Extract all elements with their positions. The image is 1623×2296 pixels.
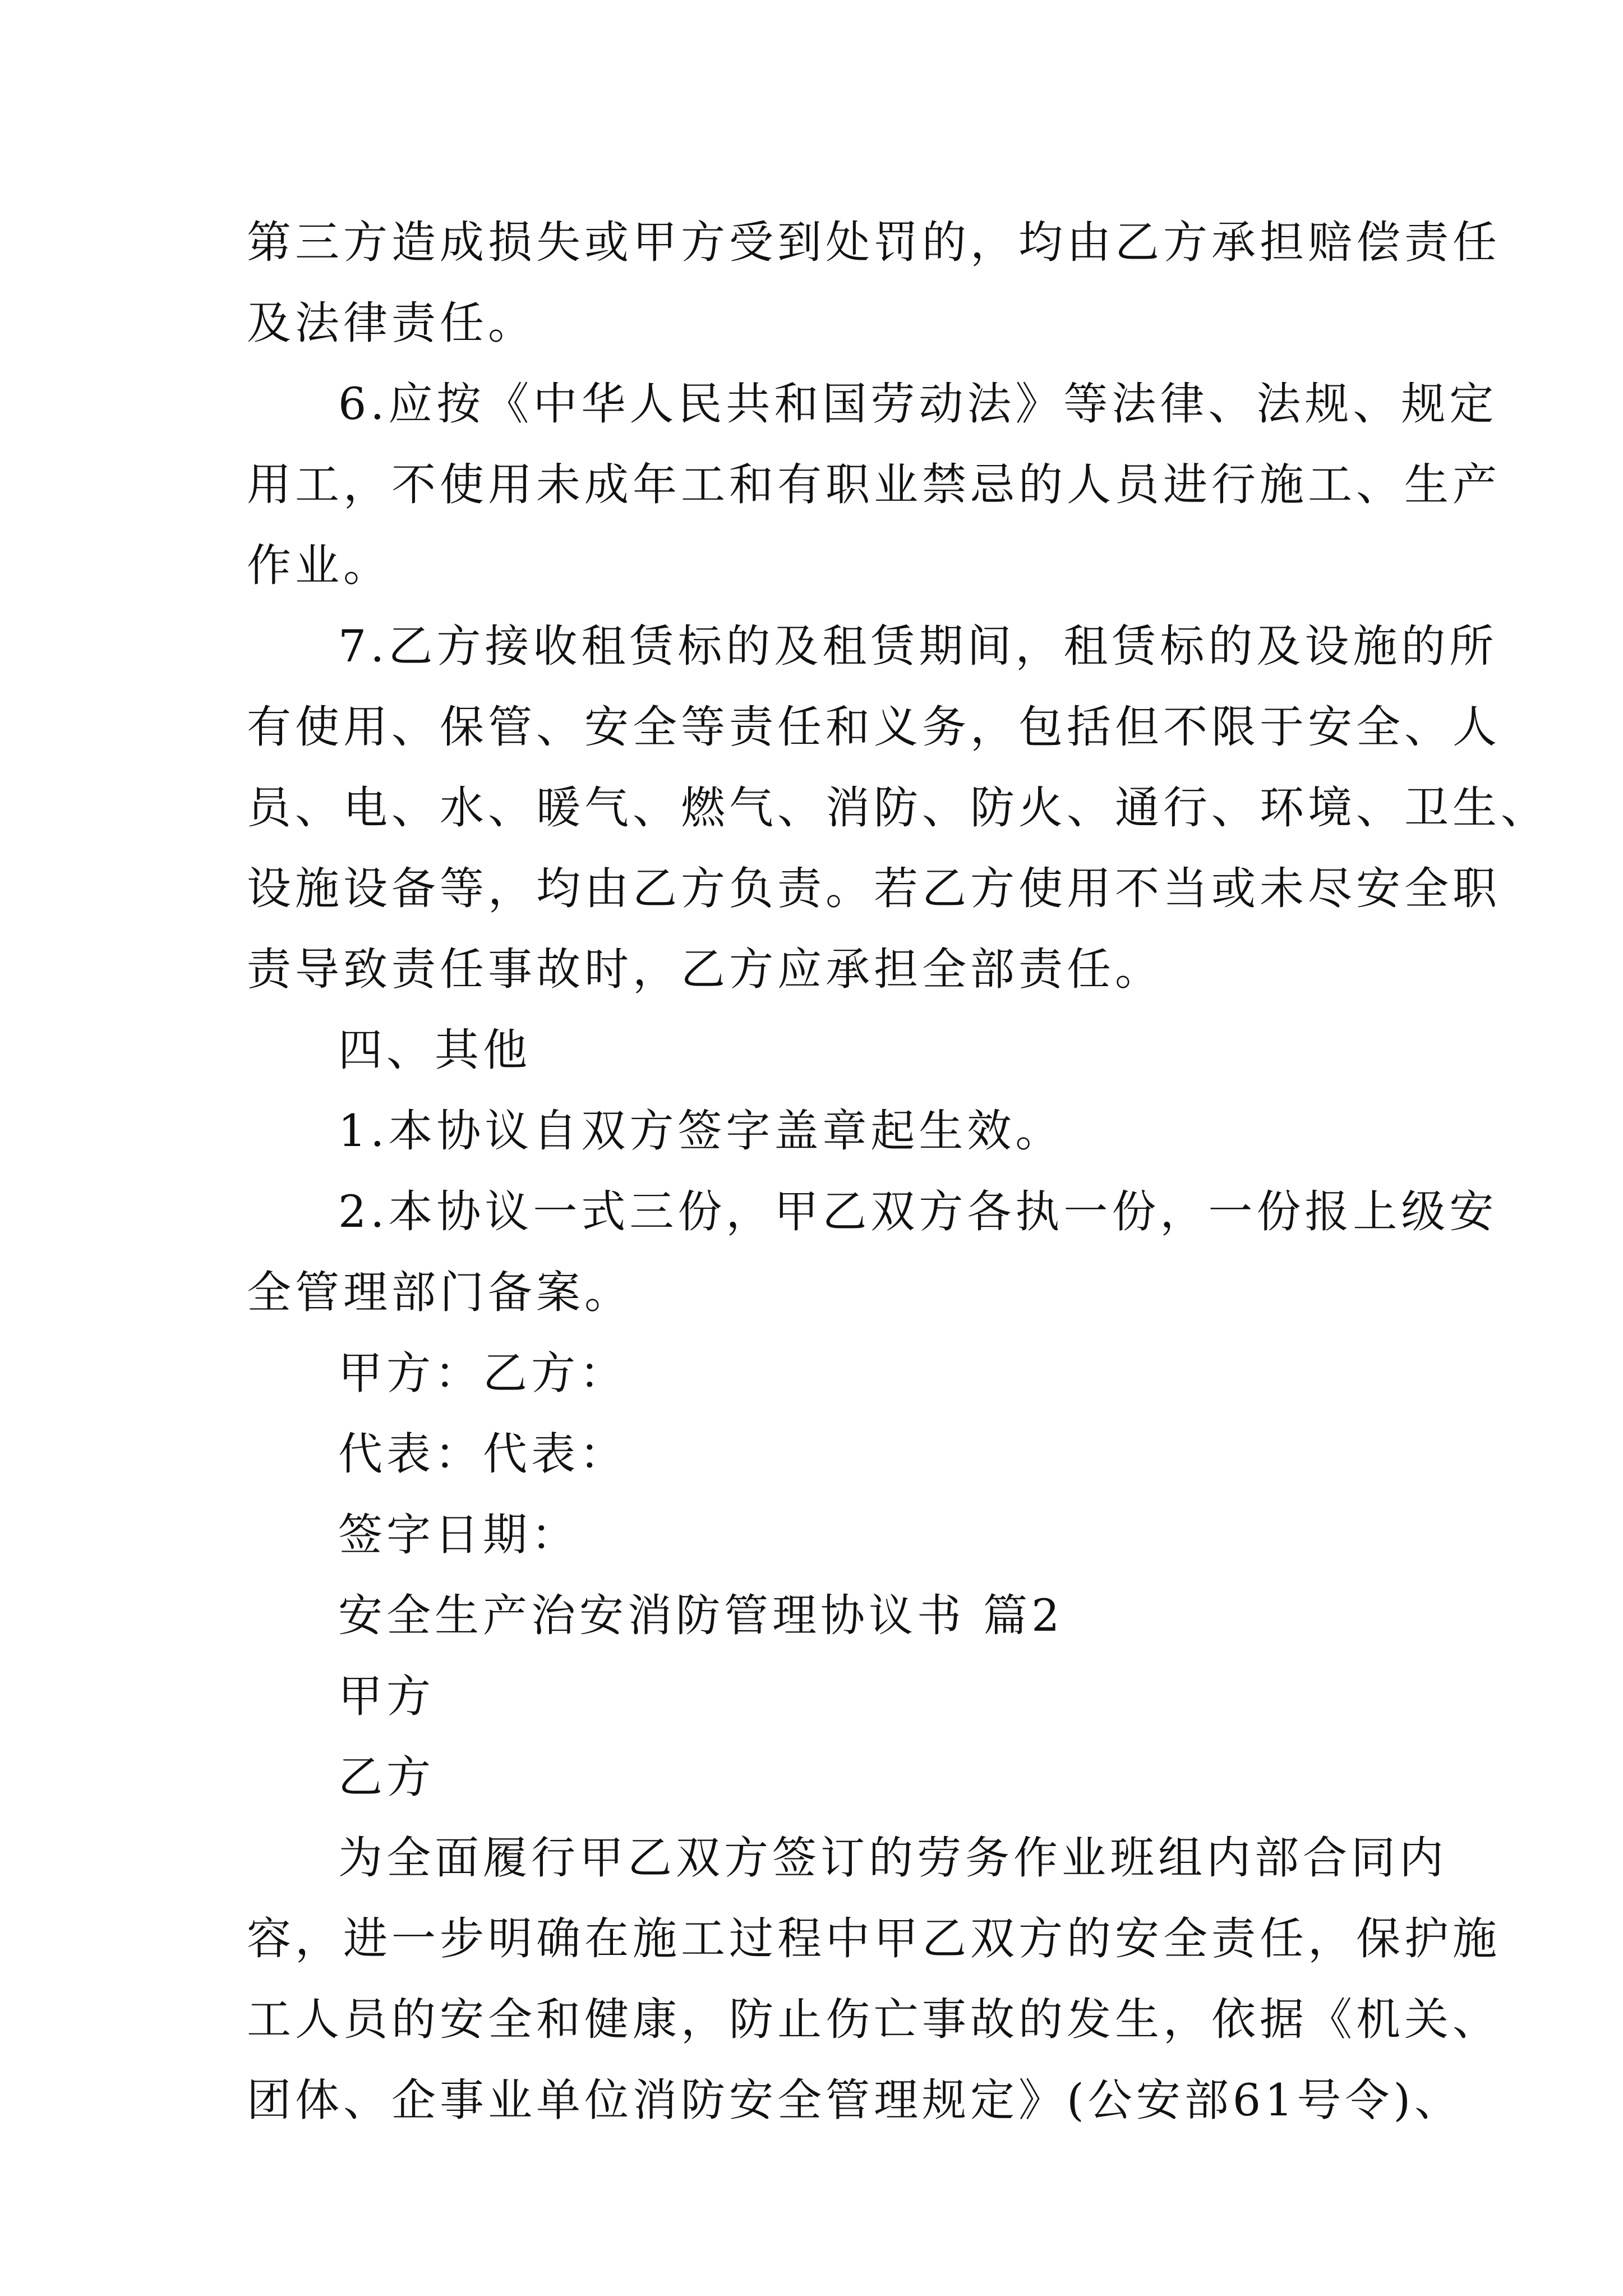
- text-line: 责导致责任事故时，乙方应承担全部责任。: [247, 944, 1163, 995]
- text-line: 员、电、水、暖气、燃气、消防、防火、通行、环境、卫生、: [247, 782, 1549, 834]
- text-line: 作业。: [247, 540, 391, 591]
- text-line: 工人员的安全和健康，防止伤亡事故的发生，依据《机关、: [247, 1994, 1501, 2045]
- text-line: 设施设备等，均由乙方负责。若乙方使用不当或未尽安全职: [247, 863, 1501, 914]
- document-body: [247, 202, 1549, 2141]
- party-a-label: 甲方: [338, 1671, 435, 1722]
- representative-line: 代表：代表：: [338, 1428, 628, 1480]
- intro-line: 为全面履行甲乙双方签订的劳务作业班组内部合同内: [338, 1832, 1447, 1884]
- text-line: 全管理部门备案。: [247, 1267, 633, 1318]
- text-line: 容，进一步明确在施工过程中甲乙双方的安全责任，保护施: [247, 1913, 1501, 1964]
- section-heading: 四、其他: [338, 1024, 531, 1076]
- clause-1-line: 1.本协议自双方签字盖章起生效。: [338, 1105, 1064, 1157]
- signature-date-line: 签字日期：: [338, 1509, 579, 1561]
- agreement-title: 安全生产治安消防管理协议书 篇2: [338, 1590, 1064, 1641]
- text-line: 第三方造成损失或甲方受到处罚的，均由乙方承担赔偿责任: [247, 217, 1501, 268]
- clause-7-line: 7.乙方接收租赁标的及租赁期间，租赁标的及设施的所: [338, 620, 1498, 672]
- party-b-label: 乙方: [338, 1751, 435, 1803]
- party-line: 甲方：乙方：: [338, 1347, 628, 1399]
- clause-2-line: 2.本协议一式三份，甲乙双方各执一份，一份报上级安: [338, 1186, 1498, 1237]
- text-line: 团体、企事业单位消防安全管理规定》(公安部61号令)、: [247, 2074, 1463, 2126]
- clause-6-line: 6.应按《中华人民共和国劳动法》等法律、法规、规定: [338, 378, 1498, 430]
- text-line: 及法律责任。: [247, 297, 536, 349]
- text-line: 有使用、保管、安全等责任和义务，包括但不限于安全、人: [247, 701, 1501, 753]
- text-line: 用工，不使用未成年工和有职业禁忌的人员进行施工、生产: [247, 459, 1501, 510]
